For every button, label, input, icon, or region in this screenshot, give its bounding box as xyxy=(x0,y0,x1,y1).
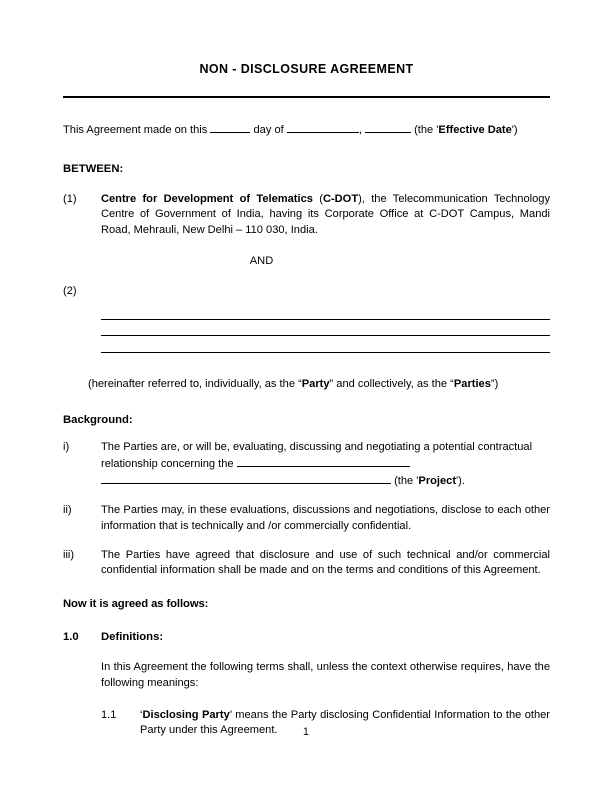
background-item-ii-marker: ii) xyxy=(63,504,72,517)
party-2-marker: (2) xyxy=(63,284,77,297)
party-1-body xyxy=(101,192,550,238)
background-item-i-text: The Parties are, or will be, evaluating, discussing and negotiating a potential contractual relationship concerning the xyxy=(101,440,533,470)
intro-text-part4: (the ' xyxy=(414,124,439,136)
background-item-i xyxy=(63,440,550,490)
year-blank-field[interactable] xyxy=(365,121,411,133)
party-1-abbrev-close: ), xyxy=(358,193,365,206)
intro-comma: , xyxy=(358,124,362,136)
project-blank-field-2[interactable] xyxy=(101,472,391,484)
intro-text-part5: ') xyxy=(511,124,518,136)
party-1-name: Centre for Development of Telematics xyxy=(101,193,313,206)
page-title: NON - DISCLOSURE AGREEMENT xyxy=(199,62,414,76)
background-item-ii-body: The Parties may, in these evaluations, discussions and negotiations, disclose to each other information that is technically and /or commercially confidential. xyxy=(101,504,550,532)
definitions-heading-row xyxy=(63,630,550,645)
party-2-blank-lines xyxy=(101,303,550,353)
hereinafter-part1: (hereinafter referred to, individually, as the “ xyxy=(88,377,302,390)
party-1-row xyxy=(63,192,550,238)
intro-text-part1: This Agreement made on this xyxy=(63,124,208,136)
party-1-description: the Telecommunication Technology Centre of Government of India, having its Corporate Office at C-DOT Campus, Mandi Road, Mehrauli, New Delhi – 110 030, India. xyxy=(101,193,550,236)
party-2-row xyxy=(63,284,550,299)
agreed-as-follows-line: Now it is agreed as follows: xyxy=(63,598,209,611)
agreement-date-line xyxy=(63,121,550,138)
parties-term: Parties xyxy=(453,377,491,390)
hereinafter-line xyxy=(88,377,550,392)
project-term: Project xyxy=(418,475,457,488)
background-item-i-marker: i) xyxy=(63,440,70,453)
effective-date-term: Effective Date xyxy=(438,124,512,136)
document-content xyxy=(63,0,550,738)
project-end-text: '). xyxy=(456,475,465,488)
background-heading: Background: xyxy=(63,413,133,426)
project-blank-field-1[interactable] xyxy=(237,455,410,467)
and-connector: AND xyxy=(249,254,274,267)
hereinafter-part2: ” and collectively, as the “ xyxy=(329,377,454,390)
disclosing-party-term: Disclosing Party xyxy=(142,708,230,721)
project-after-text: (the ' xyxy=(394,475,419,488)
page-number: 1 xyxy=(303,726,309,738)
background-item-ii xyxy=(63,503,550,533)
background-item-iii-marker: iii) xyxy=(63,548,75,561)
party-1-abbrev-open: ( xyxy=(319,193,323,206)
definitions-intro: In this Agreement the following terms shall, unless the context otherwise requires, have the following meanings: xyxy=(101,661,550,689)
background-item-iii-body: The Parties have agreed that disclosure and use of such technical and/or commercial confidential information shall be made and on the terms and conditions of this Agreement. xyxy=(101,548,550,576)
month-blank-field[interactable] xyxy=(287,121,359,133)
day-blank-field[interactable] xyxy=(210,121,250,133)
party-1-abbreviation: C-DOT xyxy=(322,193,359,206)
hereinafter-part3: ”) xyxy=(490,377,499,390)
disclosing-party-quote-open: ‘ xyxy=(140,708,143,721)
definition-1-1-number: 1.1 xyxy=(101,708,117,721)
intro-text-part2: day of xyxy=(253,124,284,136)
title-divider xyxy=(63,96,550,98)
between-heading: BETWEEN: xyxy=(63,163,124,176)
party-term: Party xyxy=(301,377,330,390)
background-item-iii xyxy=(63,548,550,578)
disclosing-party-quote-close: ’ xyxy=(229,708,232,721)
party-2-blank-line-1[interactable] xyxy=(101,303,550,320)
background-item-i-body xyxy=(101,440,550,490)
definition-1-1-text: means the Party disclosing Confidential Information to the other Party under this Agreement. xyxy=(140,708,550,736)
party-2-blank-line-3[interactable] xyxy=(101,336,550,353)
definitions-number: 1.0 xyxy=(63,631,79,644)
definitions-heading: Definitions: xyxy=(101,631,164,644)
party-2-blank-line-2[interactable] xyxy=(101,320,550,337)
party-1-marker: (1) xyxy=(63,193,77,206)
